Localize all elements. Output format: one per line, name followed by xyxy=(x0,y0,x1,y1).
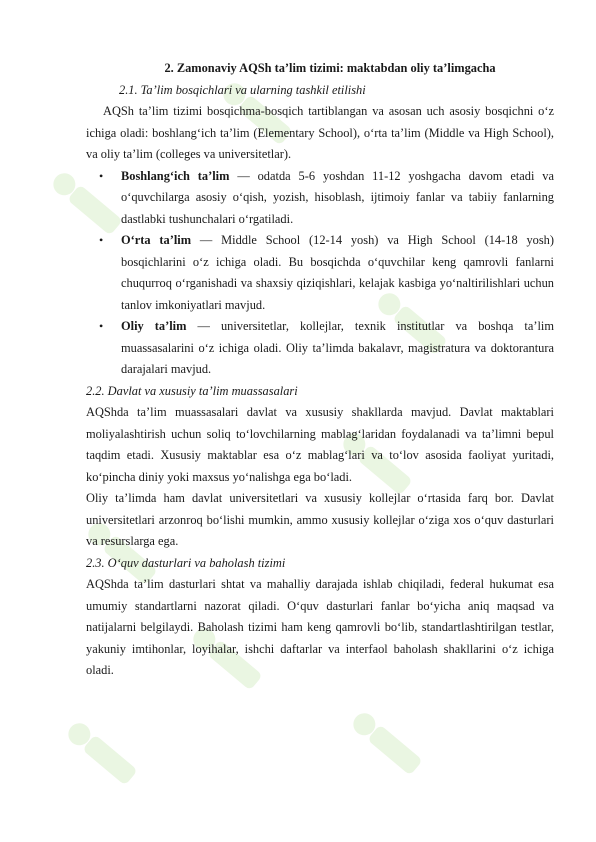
document-page xyxy=(86,58,554,682)
list-item xyxy=(86,230,554,316)
list-item-text: — Middle School (12-14 yosh) va High School (14-18 yosh) bosqichlarini o‘z ichiga oladi. Bu bosqichda o‘quvchilar keng qamrovli fanlarni chuqurroq o‘rganishadi va shaxsiy qiziqishlari, kelajak kasbiga yo‘naltirilishlari uchun tanlov imkoniyatlari mavjud. xyxy=(121,233,555,312)
list-item-text: — universitetlar, kollejlar, texnik institutlar va boshqa ta’lim muassasalarini o‘z ichiga oladi. Oliy ta’limda bakalavr, magistratura va doktorantura darajalari mavjud. xyxy=(121,319,554,376)
list-item-term: Boshlang‘ich ta’lim xyxy=(121,168,230,183)
section-heading-2-2: 2.2. Davlat va xususiy ta’lim muassasalari xyxy=(86,383,298,398)
leaf-logo-watermark-icon xyxy=(349,709,424,777)
bullet-icon: • xyxy=(99,233,104,247)
list-item xyxy=(86,166,554,231)
document-title: 2. Zamonaviy AQSh ta’lim tizimi: maktabdan oliy ta’limgacha xyxy=(164,61,496,75)
list-item-text: — odatda 5-6 yoshdan 11-12 yoshgacha davom etadi va o‘quvchilarga asosiy o‘qish, yozish, hisoblash, ijtimoiy fanlar va tabiiy fanlarning dastlabki tushunchalari o‘rgatiladi. xyxy=(121,168,555,226)
bullet-icon: • xyxy=(99,168,104,183)
leaf-logo-watermark-icon xyxy=(64,719,139,787)
section-intro-paragraph: AQSh ta’lim tizimi bosqichma-bosqich tartiblangan va asosan uch asosiy bosqichni o‘z ichiga oladi: boshlang‘ich ta’lim (Elementary School), o‘rta ta’lim (Middle va High School), va oliy ta’lim (colleges va universitetlar). xyxy=(86,104,554,161)
section-2-paragraph-2: Oliy ta’limda ham davlat universitetlari va xususiy kollejlar o‘rtasida farq bor. Davlat universitetlari arzonroq bo‘lishi mumkin, ammo xususiy kollejlar o‘ziga xos o‘quv dasturlari va resurslarga ega. xyxy=(86,491,554,548)
section-3-paragraph: AQShda ta’lim dasturlari shtat va mahalliy darajada ishlab chiqiladi, federal hukumat esa umumiy standartlarni nazorat qiladi. O‘quv dasturlari fanlar bo‘yicha aniq maqsad va natijalarni belgilaydi. Baholash tizimi ham keng qamrovli bo‘lib, standartlashtirilgan testlar, yakuniy imtihonlar, loyihalar, ishchi daftarlar va interfaol baholash shakllarini o‘z ichiga oladi. xyxy=(86,577,554,677)
list-item-term: O‘rta ta’lim xyxy=(121,233,192,247)
section-heading-2-1: 2.1. Ta’lim bosqichlari va ularning tashkil etilishi xyxy=(119,82,366,97)
section-heading-2-3: 2.3. O‘quv dasturlari va baholash tizimi xyxy=(86,555,286,570)
section-2-paragraph-1: AQShda ta’lim muassasalari davlat va xususiy shakllarda mavjud. Davlat maktablari moliyalashtirish uchun soliq to‘lovchilarning mablag‘laridan foydalanadi va ta’limni bepul taqdim etadi. Xususiy maktablar esa o‘z mablag‘lari va to‘lov asosida faoliyat yuritadi, ko‘pincha diniy yoki maxsus yo‘nalishga ega bo‘ladi. xyxy=(86,405,554,484)
list-item-term: Oliy ta’lim xyxy=(121,319,187,333)
bullet-icon: • xyxy=(99,319,104,333)
education-stages-list xyxy=(86,166,554,381)
list-item xyxy=(86,316,554,381)
